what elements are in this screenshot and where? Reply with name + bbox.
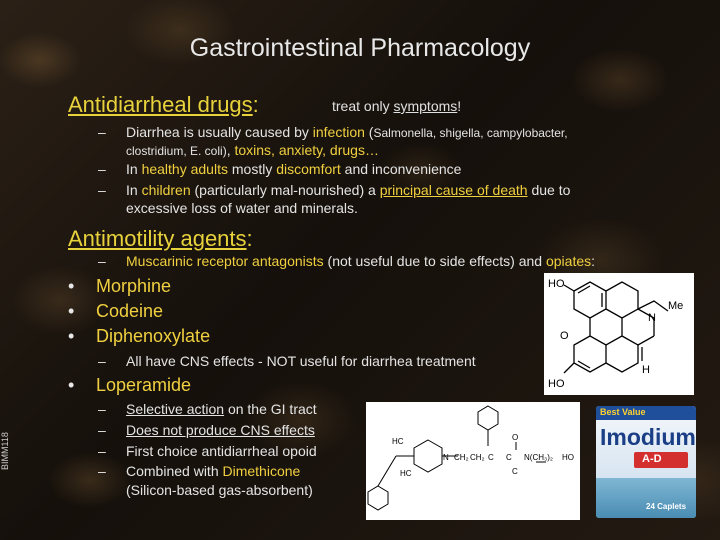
pathogens-text-2: clostridium, E. coli) [126,144,227,158]
structure-label: CH₂ [470,453,485,462]
dash: – [98,124,106,140]
children-item [98,181,698,199]
drug-name: Diphenoxylate [96,326,211,346]
note-suffix: ! [457,98,462,114]
death-cause-highlight: principal cause of death [379,182,528,198]
first-choice-text: First choice antidiarrheal opoid [126,443,317,459]
muscarinic-text [126,252,595,270]
imodium-product-image [596,406,696,518]
best-value-banner: Best Value [600,407,646,417]
dash: – [98,422,106,438]
page-title: Gastrointestinal Pharmacology [189,34,531,62]
structure-label: HC [392,437,404,446]
dash: – [98,253,106,269]
muscarinic-item [98,252,698,270]
section-heading-antidiarrheal [68,92,259,118]
selective-action-text: Selective action [126,401,225,417]
structure-label: C [512,467,518,476]
drug-name: Morphine [96,276,172,296]
loperamide-item-4 [98,462,358,480]
text-part: ( [364,124,374,140]
no-cns-text: Does not produce CNS effects [126,422,315,438]
structure-label: H [642,364,650,376]
drug-loperamide [68,375,268,397]
opiates-highlight: opiates [545,253,592,269]
treat-symptoms-note [332,98,461,114]
bullet-dot: • [68,301,75,321]
morphine-structure-svg [544,273,694,395]
note-symptoms: symptoms [393,98,458,114]
section-heading-antimotility [68,226,253,252]
diarrhea-cause-text [126,123,568,142]
structure-label: C [488,453,494,462]
healthy-adults-text [126,160,461,178]
structure-label: O [560,330,569,342]
drug-morphine [68,276,268,298]
text-part: , [226,142,235,158]
diarrhea-cause-line2 [126,141,379,160]
loperamide-structure-svg [366,402,580,520]
muscarinic-highlight: Muscarinic receptor antagonists [126,253,324,269]
healthy-adults-item [98,160,698,178]
dash: – [98,182,106,198]
text-part: due to [527,182,571,198]
text-part: on the GI tract [224,401,317,417]
drug-name: Loperamide [96,375,192,395]
bullet-dot: • [68,276,75,296]
diarrhea-cause-item [98,123,698,141]
loperamide-text-1 [126,400,317,418]
text-part: (particularly mal-nourished) a [190,182,380,198]
structure-label: HO [548,378,565,390]
discomfort-highlight: discomfort [276,161,341,177]
dash: – [98,353,106,369]
drug-diphenoxylate [68,326,268,348]
structure-label: HO [548,278,565,290]
antidiarrheal-heading-text: Antidiarrheal drugs [68,92,253,117]
children-text [126,181,570,199]
children-highlight: children [141,182,191,198]
text-part: (not useful due to side effects) and [323,253,546,269]
bullet-dot: • [68,375,75,395]
text-part: In [126,182,142,198]
box-bottom-band [596,478,696,518]
text-part: and inconvenience [340,161,462,177]
dash: – [98,401,106,417]
dimethicone-text [126,462,300,480]
text-part: In [126,161,142,177]
loperamide-item-3 [98,442,358,460]
heading-colon: : [252,92,259,117]
dash: – [98,463,106,479]
cns-effects-item [98,352,538,370]
structure-label: O [512,433,519,442]
structure-label: N [443,453,449,462]
structure-label: CH₂ [454,453,469,462]
children-line2: excessive loss of water and minerals. [126,200,358,216]
healthy-adults-highlight: healthy adults [141,161,228,177]
drug-name: Codeine [96,301,164,321]
dash: – [98,161,106,177]
pathogens-text: Salmonella, shigella, campylobacter, [373,126,568,140]
loperamide-structure-image [366,402,580,520]
dash: – [98,443,106,459]
note-prefix: treat only [332,98,394,114]
structure-label: HO [562,453,574,462]
text-part: : [591,253,596,269]
bullet-dot: • [68,326,75,346]
text-part: mostly [227,161,277,177]
text-part: Combined with [126,463,223,479]
structure-label: HC [400,469,412,478]
dimethicone-highlight: Dimethicone [222,463,301,479]
drug-codeine [68,301,268,323]
structure-label: N(CH₃)₂ [524,453,554,462]
antimotility-heading-text: Antimotility agents [68,226,247,251]
variant-text: A-D [642,453,662,465]
structure-label: Me [668,300,684,312]
structure-label: N [648,312,656,324]
cns-effects-text: All have CNS effects - NOT useful for diarrhea treatment [126,353,476,369]
morphine-structure-image [544,273,694,395]
side-label: BIMM118 [0,432,10,470]
heading-colon: : [246,226,253,251]
loperamide-item-2 [98,421,358,439]
imodium-brand: Imodium [600,424,696,450]
loperamide-item-4-line2: (Silicon-based gas-absorbent) [126,482,313,498]
text-part: Diarrhea is usually caused by [126,124,313,140]
other-causes-text: toxins, anxiety, drugs… [234,142,379,158]
structure-label: C [506,453,512,462]
infection-text: infection [312,124,365,140]
loperamide-item-1 [98,400,358,418]
caplet-count: 24 Caplets [646,502,687,511]
